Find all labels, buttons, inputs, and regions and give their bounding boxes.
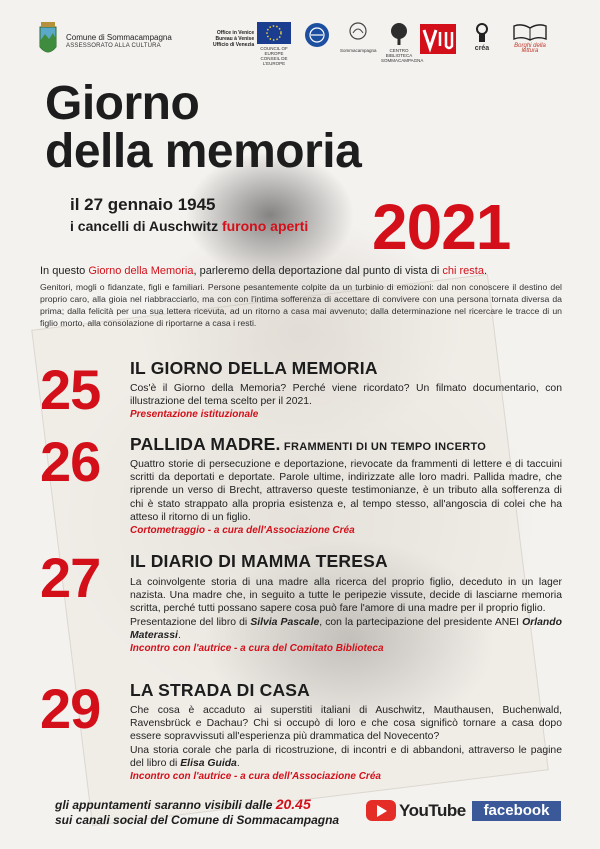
comune-name: Comune di Sommacampagna <box>66 33 172 42</box>
council-of-europe-logo: COUNCIL OF EUROPE CONSEIL DE L'EUROPE <box>255 22 293 66</box>
event-day-26: 26 <box>40 430 101 493</box>
event-text-27: La coinvolgente storia di una madre alla ricerca del proprio figlio, deceduto in un lager nazista. Una madre che, in seguito a tutte le peripezie vissute, decide di lasciarne memoria scritta, perché tutti possano sapere cosa può fare l'amore di una madre per il proprio figlio. Presentazione del libro di Silvia Pascale, con la partecipazione del presidente ANEI Orlando Materassi. Incontro con l'autrice - a cura del Comitato Biblioteca <box>130 577 562 655</box>
council-office-text: Office in Venice Bureau à Venise Ufficio di Venezia <box>213 30 255 48</box>
gates-opened-line: i cancelli di Auschwitz furono aperti <box>70 218 309 234</box>
main-title-line2: della memoria <box>45 125 362 178</box>
crea-icon <box>473 22 491 44</box>
intro-lead: In questo Giorno della Memoria, parleremo della deportazione dal punto di vista di chi resta. <box>40 265 487 277</box>
event-text-26: Quattro storie di persecuzione e deportazione, rievocate da frammenti di lettere e di taccuini scritti da deportati e deportate. Parole ultime, indirizzate alle loro madri. Pallida madre, che riprende un verso di Brecht, attraverso queste testimonianze, è un tributo alla sofferenza di chi è stato strappato alla propria esistenza e, al tempo stesso, all'angoscia di colei che ha atteso il ritorno di un figlio. Cortometraggio - a cura dell'Associazione Créa <box>130 459 562 537</box>
youtube-play-icon <box>366 800 396 821</box>
biblioteca-tree-logo: CENTRO BIBLIOTECA SOMMACAMPAGNA <box>381 22 417 63</box>
event-title-27: IL DIARIO DI MAMMA TERESA <box>130 551 388 571</box>
event-text-29: Che cosa è accaduto ai superstiti italiani di Auschwitz, Mauthausen, Buchenwald, Ravensbrück e Dachau? Chi si occupò di loro e che cosa significò tornare a casa dopo essere sopravvissuti all'esperienza più drammatica del Novecento? Una storia corale che parla di ricostruzione, di incontri e di abbandoni, attraverso le pagine del libro di Elisa Guida. Incontro con l'autrice - a cura dell'Associazione Créa <box>130 705 562 783</box>
youtube-logo[interactable] <box>366 800 466 821</box>
council-of-europe-icon <box>257 22 291 44</box>
facebook-logo[interactable]: facebook <box>472 801 561 821</box>
round-emblem-icon <box>304 22 330 48</box>
vivus-icon <box>420 22 456 54</box>
open-book-icon <box>512 22 548 42</box>
youtube-wordmark: YouTube <box>399 800 466 820</box>
tree-icon <box>387 22 411 46</box>
event-credit-26: Cortometraggio - a cura dell'Associazione Créa <box>130 525 355 537</box>
round-emblem-logo <box>304 22 330 48</box>
event-title-29: LA STRADA DI CASA <box>130 680 311 700</box>
assessorato-label: ASSESSORATO ALLA CULTURA <box>66 43 161 49</box>
event-day-27: 27 <box>40 546 101 609</box>
event-text-25: Cos'è il Giorno della Memoria? Perché viene ricordato? Un filmato documentario, con illustrazione del tema scelto per il 2021. Presentazione istituzionale <box>130 383 562 421</box>
borghi-della-lettura-logo: Borghi della lettura <box>505 22 555 54</box>
sommacampagna-logo: Sommacampagna <box>340 22 377 53</box>
event-credit-25: Presentazione istituzionale <box>130 409 259 421</box>
vivus-logo <box>420 22 456 54</box>
sommacampagna-icon <box>347 22 369 46</box>
intro-body: Genitori, mogli o fidanzate, figli e familiari. Persone pesantemente colpite da un turbinio di emozioni: dal non conoscere il destino del proprio caro, alla gioia nel riabbracciarlo, ma con con l'intima sofferenza di accettare di convivere con una persona tornata diversa da prima; dalla felicità per una sua lettera ricevuta, ad un ritorno a casa mai avvenuto; dalla determinazione nel ricercare le tracce di un figlio morto, alla consolazione di riportarne a casa i resti. <box>40 282 562 328</box>
year-label: 2021 <box>372 191 511 263</box>
event-title-26: PALLIDA MADRE. FRAMMENTI DI UN TEMPO INCERTO <box>130 434 487 454</box>
crea-logo: créa <box>473 22 491 51</box>
event-credit-29: Incontro con l'autrice - a cura dell'Associazione Créa <box>130 771 381 783</box>
footer-note: gli appuntamenti saranno visibili dalle 20.45 sui canali social del Comune di Sommacampagna <box>55 796 340 827</box>
main-title-line1: Giorno <box>45 77 200 130</box>
liberation-date: il 27 gennaio 1945 <box>70 195 216 214</box>
event-credit-27: Incontro con l'autrice - a cura del Comitato Biblioteca <box>130 643 384 655</box>
event-title-25: IL GIORNO DELLA MEMORIA <box>130 358 378 378</box>
event-day-25: 25 <box>40 358 101 421</box>
event-day-29: 29 <box>40 677 101 740</box>
comune-crest-icon <box>37 21 59 59</box>
